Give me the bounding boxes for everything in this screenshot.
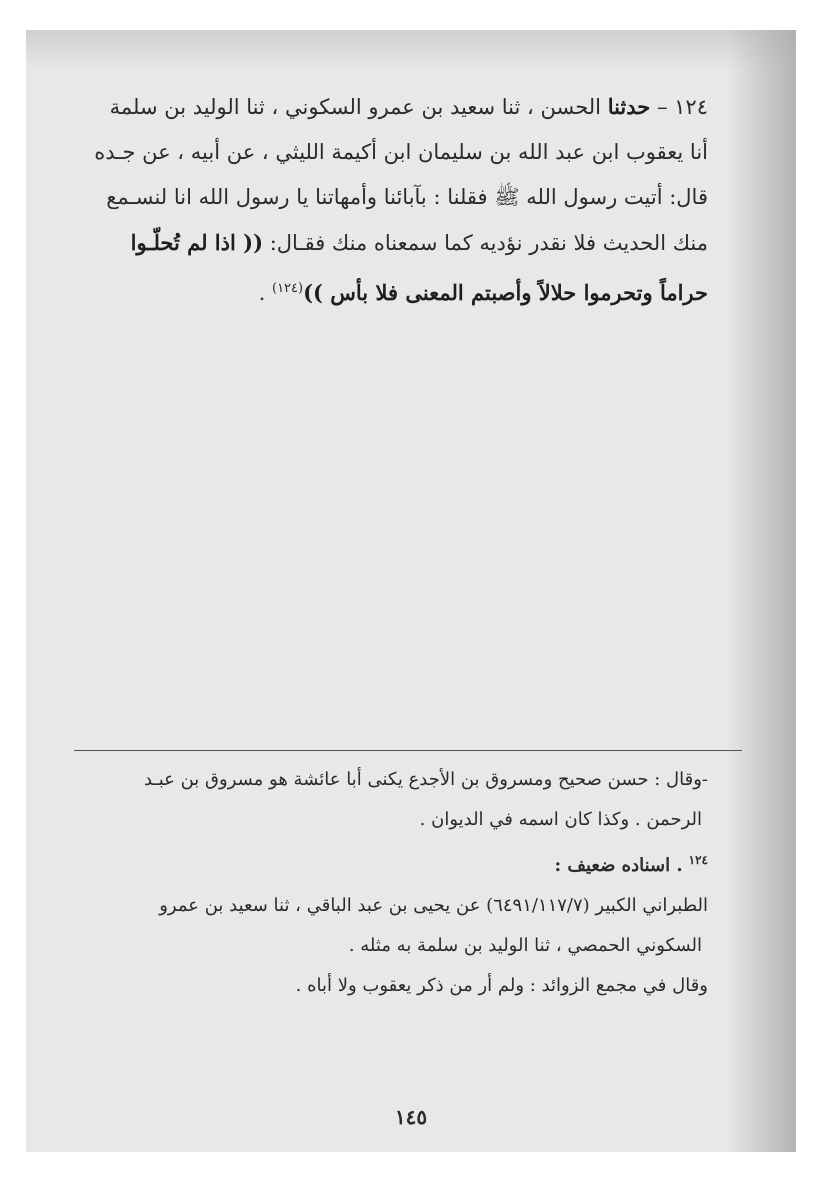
hadith-quote-end: حراماً وتحرموا حلالاً وأصبتم المعنى فلا بأس )) <box>303 280 708 305</box>
hadith-number: ١٢٤ – <box>656 95 708 119</box>
footnote-ref-number: ١٢٤ <box>688 853 708 867</box>
hadith-opening-word: حدثنا <box>607 94 651 119</box>
footnote-line-5: السكوني الحمصي ، ثنا الوليد بن سلمة به مثله . <box>348 935 702 956</box>
hadith-line-2: أنا يعقوب ابن عبد الله بن سليمان ابن أكيمة الليثي ، عن أبيه ، عن جـده <box>94 140 708 164</box>
footnote-heading-line <box>68 840 708 886</box>
hadith-line-4 <box>78 220 708 266</box>
hadith-footnote-ref: (١٢٤) <box>271 281 304 296</box>
book-page <box>26 30 796 1152</box>
hadith-line-1 <box>78 84 708 130</box>
footnote-line-2: الرحمن . وكذا كان اسمه في الديوان . <box>419 809 702 830</box>
footnote-heading: . اسناده ضعيف : <box>554 855 683 876</box>
hadith-quote-start: (( اذا لم تُحلّـوا <box>130 230 264 255</box>
footnote-line-6: وقال في مجمع الزوائد : ولم أر من ذكر يعقوب ولا أباه . <box>295 975 708 996</box>
page-shadow-right <box>726 30 796 1152</box>
footnote-line-4: الطبراني الكبير (٦٤٩١/١١٧/٧) عن يحيى بن عبد الباقي ، ثنا سعيد بن عمرو <box>159 895 708 916</box>
hadith-line-3: قال: أتيت رسول الله ﷺ فقلنا : بآبائنا وأمهاتنا يا رسول الله انا لنسـمع <box>106 185 708 209</box>
page-number: ١٤٥ <box>394 1105 428 1129</box>
page-shadow-top <box>26 30 796 70</box>
hadith-end-period: . <box>258 281 266 305</box>
hadith-line-4-text: منك الحديث فلا نقدر نؤديه كما سمعناه منك فقـال: <box>269 231 708 255</box>
hadith-line-1-text: الحسن ، ثنا سعيد بن عمرو السكوني ، ثنا الوليد بن سلمة <box>109 95 601 119</box>
footnote-divider <box>74 750 742 751</box>
hadith-text <box>78 84 708 316</box>
hadith-line-5 <box>78 266 708 316</box>
footnotes <box>68 760 708 1006</box>
footnote-line-1: -وقال : حسن صحيح ومسروق بن الأجدع يكنى أبا عائشة هو مسروق بن عبـد <box>143 769 708 790</box>
